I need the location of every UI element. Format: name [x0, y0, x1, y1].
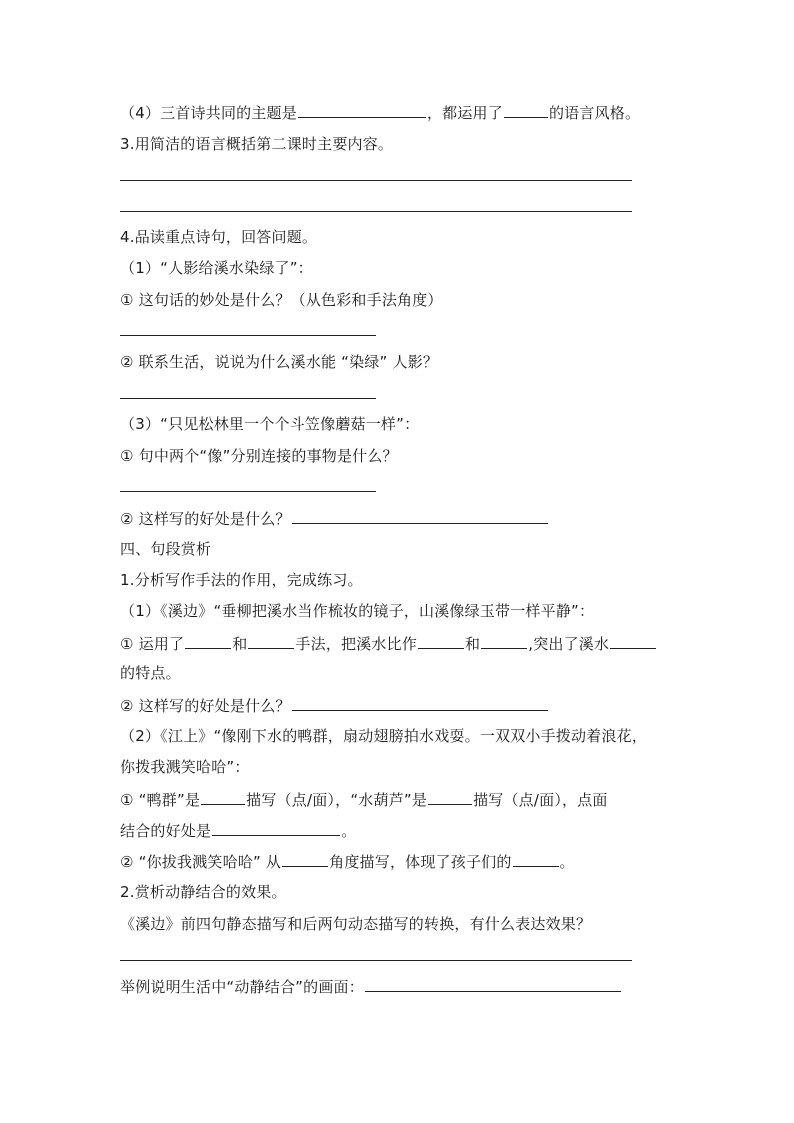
section-4-q1-2-a: ① “鸭群”是 描写（点/面），“水葫芦”是 描写（点/面），点面	[120, 791, 608, 809]
question-4-3-a: ① 句中两个“像”分别连接的事物是什么？	[120, 447, 398, 465]
answer-line[interactable]	[120, 491, 376, 492]
answer-blank[interactable]	[610, 633, 656, 649]
section-4-q1-1: （1）《溪边》“垂柳把溪水当作梳妆的镜子，山溪像绿玉带一样平静”：	[120, 602, 595, 620]
question-4-3: （3）“只见松林里一个个斗笠像蘑菇一样”：	[120, 415, 420, 433]
answer-blank[interactable]	[504, 102, 548, 118]
section-4-title: 四、句段赏析	[120, 540, 212, 558]
question-4-4: （4）三首诗共同的主题是 ，都运用了 的语言风格。	[120, 104, 641, 122]
answer-blank[interactable]	[201, 789, 245, 805]
answer-line[interactable]	[120, 211, 632, 212]
answer-blank[interactable]	[282, 851, 328, 867]
answer-line[interactable]	[120, 335, 376, 336]
question-4-1-a: ① 这句话的妙处是什么？（从色彩和手法角度）	[120, 291, 443, 309]
answer-blank[interactable]	[513, 851, 559, 867]
section-4-q2-question: 《溪边》前四句静态描写和后两句动态描写的转换，有什么表达效果？	[120, 915, 592, 933]
section-4-q1: 1.分析写作手法的作用，完成练习。	[120, 571, 363, 589]
answer-blank[interactable]	[248, 633, 294, 649]
answer-line[interactable]	[120, 960, 632, 961]
answer-blank[interactable]	[212, 820, 340, 836]
section-4-q1-1-a-cont: 的特点。	[120, 664, 181, 682]
section-4-q1-2-a-cont: 结合的好处是 。	[120, 822, 357, 840]
question-3-prompt: 3.用简洁的语言概括第二课时主要内容。	[120, 135, 394, 153]
question-4-heading: 4.品读重点诗句，回答问题。	[120, 228, 318, 246]
answer-blank[interactable]	[292, 508, 548, 524]
section-4-q1-2-b: ② “你拔我溅笑哈哈” 从 角度描写，体现了孩子们的 。	[120, 853, 575, 871]
answer-blank[interactable]	[481, 633, 527, 649]
section-4-q1-1-a: ① 运用了 和 手法，把溪水比作 和 ,突出了溪水	[120, 633, 657, 654]
answer-blank[interactable]	[418, 633, 464, 649]
question-4-1-b: ② 联系生活，说说为什么溪水能 “染绿” 人影？	[120, 353, 439, 371]
answer-blank[interactable]	[292, 695, 548, 711]
answer-blank[interactable]	[185, 633, 231, 649]
section-4-q2-example: 举例说明生活中“动静结合”的画面：	[120, 976, 622, 997]
question-4-3-b: ② 这样写的好处是什么？	[120, 508, 549, 529]
answer-blank[interactable]	[428, 789, 472, 805]
answer-blank[interactable]	[365, 976, 621, 992]
section-4-q2: 2.赏析动静结合的效果。	[120, 883, 287, 901]
answer-line[interactable]	[120, 398, 376, 399]
question-4-1: （1）“人影给溪水染绿了”：	[120, 259, 313, 277]
section-4-q1-2: （2）《江上》“像刚下水的鸭群，扇动翅膀拍水戏耍。一双双小手拨动着浪花，	[120, 727, 648, 745]
answer-blank[interactable]	[298, 102, 426, 118]
section-4-q1-2-cont: 你拨我溅笑哈哈”：	[120, 758, 250, 776]
answer-line[interactable]	[120, 180, 632, 181]
section-4-q1-1-b: ② 这样写的好处是什么？	[120, 695, 549, 716]
